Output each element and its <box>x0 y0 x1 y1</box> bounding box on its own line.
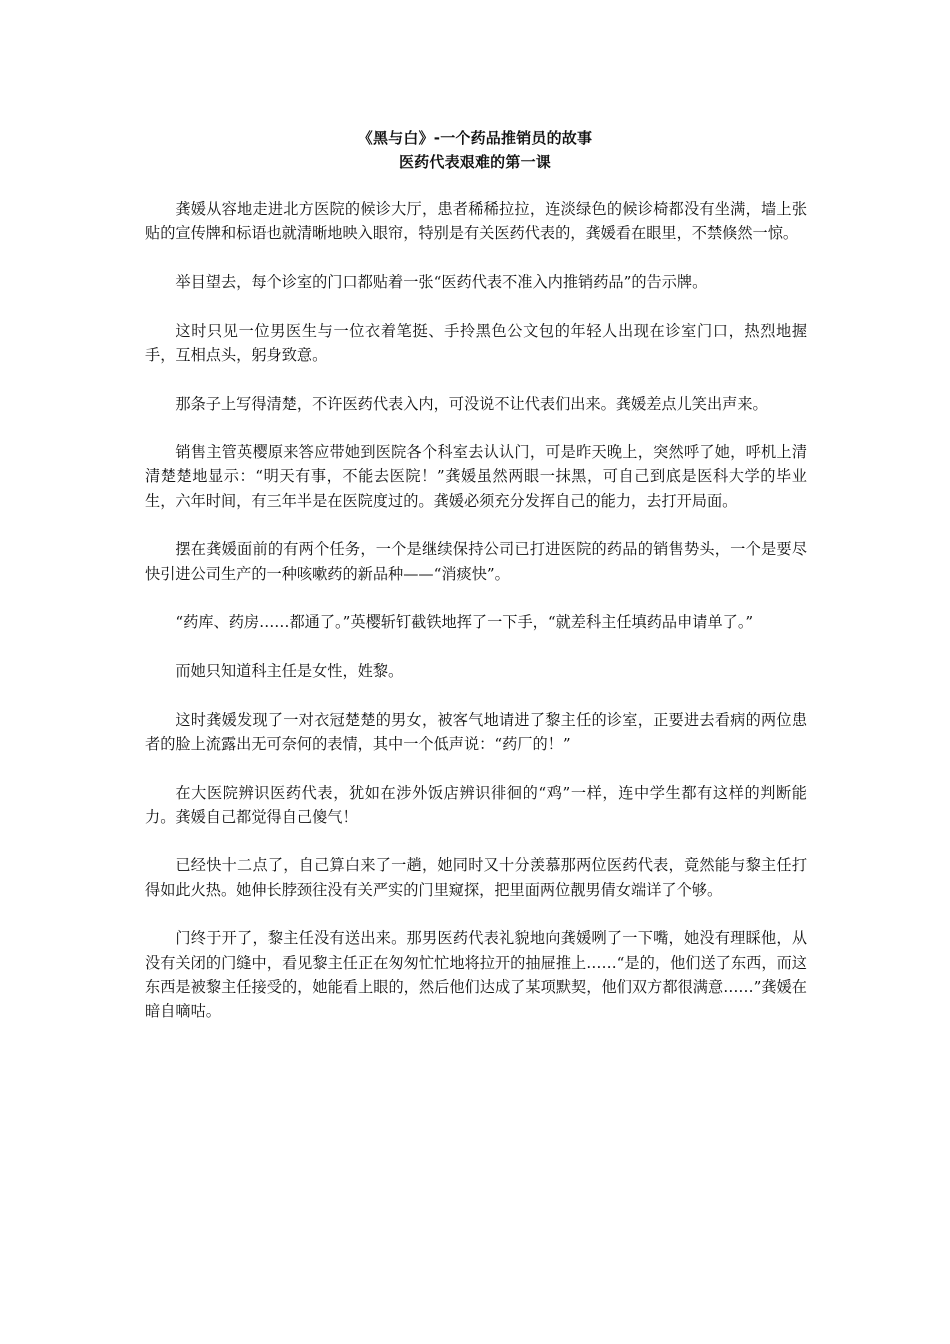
document-body <box>145 197 807 1048</box>
paragraph-8: 而她只知道科主任是女性，姓黎。 <box>175 661 404 680</box>
paragraph-9: 这时龚媛发现了一对衣冠楚楚的男女，被客气地请进了黎主任的诊室，正要进去看病的两位患者的脸上流露出无可奈何的表情，其中一个低声说：“药厂的！” <box>145 710 807 753</box>
paragraph-3: 这时只见一位男医生与一位衣着笔挺、手拎黑色公文包的年轻人出现在诊室门口，热烈地握手，互相点头，躬身致意。 <box>145 321 807 364</box>
paragraph-2: 举目望去，每个诊室的门口都贴着一张“医药代表不准入内推销药品”的告示牌。 <box>175 272 708 291</box>
paragraph-11: 已经快十二点了，自己算白来了一趟，她同时又十分羡慕那两位医药代表，竟然能与黎主任打得如此火热。她伸长脖颈往没有关严实的门里窥探，把里面两位靓男倩女端详了个够。 <box>145 856 807 899</box>
title-block <box>0 126 950 174</box>
paragraph-4: 那条子上写得清楚，不许医药代表入内，可没说不让代表们出来。龚媛差点儿笑出声来。 <box>175 394 768 413</box>
paragraph-6: 摆在龚媛面前的有两个任务，一个是继续保持公司已打进医院的药品的销售势头，一个是要尽快引进公司生产的一种咳嗽药的新品种——“消痰快”。 <box>145 540 807 583</box>
paragraph-12: 门终于开了，黎主任没有送出来。那男医药代表礼貌地向龚媛咧了一下嘴，她没有理睬他，从没有关闭的门缝中，看见黎主任正在匆匆忙忙地将拉开的抽屉推上……“是的，他们送了东西，而这东西是被黎主任接受的，她能看上眼的，然后他们达成了某项默契，他们双方都很满意……”龚媛在暗自嘀咕。 <box>145 929 807 1020</box>
paragraph-7: “药库、药房……都通了。”英樱斩钉截铁地挥了一下手，“就差科主任填药品申请单了。” <box>175 613 754 632</box>
document-title: 《黑与白》-一个药品推销员的故事 <box>357 129 593 147</box>
paragraph-5: 销售主管英樱原来答应带她到医院各个科室去认认门，可是昨天晚上，突然呼了她，呼机上清清楚楚地显示：“明天有事，不能去医院！”龚媛虽然两眼一抹黑，可自己到底是医科大学的毕业生，六年时间，有三年半是在医院度过的。龚媛必须充分发挥自己的能力，去打开局面。 <box>145 443 807 510</box>
document-subtitle: 医药代表艰难的第一课 <box>398 153 551 171</box>
paragraph-1: 龚媛从容地走进北方医院的候诊大厅，患者稀稀拉拉，连淡绿色的候诊椅都没有坐满，墙上张贴的宣传牌和标语也就清晰地映入眼帘，特别是有关医药代表的，龚媛看在眼里，不禁倏然一惊。 <box>145 200 807 243</box>
paragraph-10: 在大医院辨识医药代表，犹如在涉外饭店辨识徘徊的“鸡”一样，连中学生都有这样的判断能力。龚媛自己都觉得自己傻气！ <box>145 783 807 826</box>
